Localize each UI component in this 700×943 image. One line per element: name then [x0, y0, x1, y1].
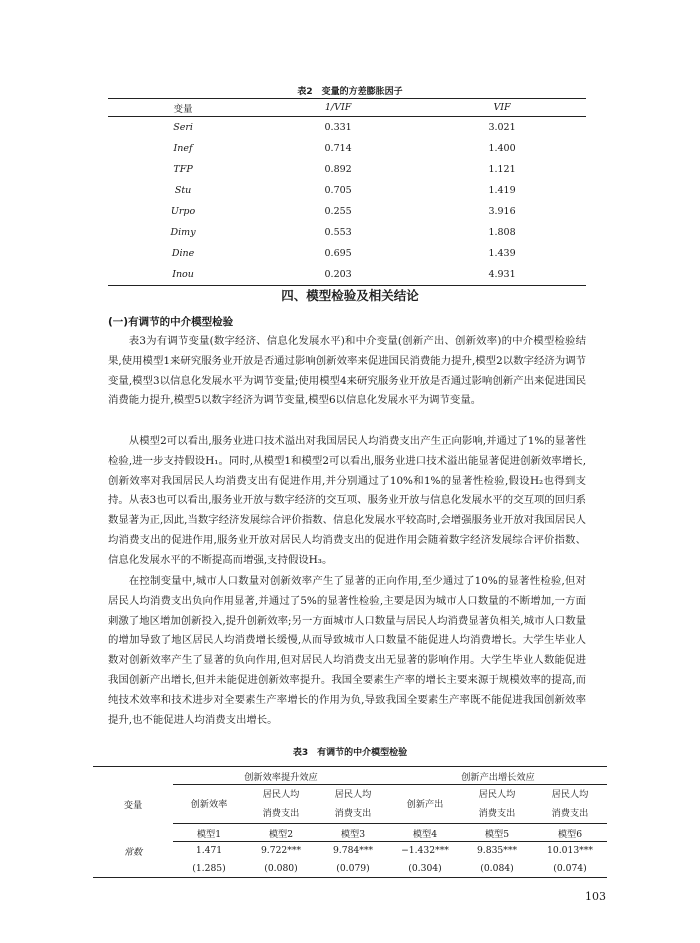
coefficient: 9.835***	[476, 845, 518, 857]
variable-name: Dine	[171, 248, 195, 259]
table-row	[108, 138, 586, 159]
paragraph-1: 表3为有调节变量(数字经济、信息化发展水平)和中介变量(创新产出、创新效率)的中介模型检验结果,使用模型1来研究服务业开放是否通过影响创新效率来促进国民消费能力提升,模型2以数字经济为调节变量,模型3以信息化发展水平为调节变量;使用模型4来研究服务业开放是否通过影响创新产出来促进国民消费能力提升,模型5以数字经济为调节变量,模型6以信息化发展水平为调节变量。	[108, 335, 586, 407]
std-error: (0.079)	[317, 860, 389, 878]
table3-caption: 表3 有调节的中介模型检验	[292, 748, 408, 758]
inverse-vif-value: 0.892	[324, 164, 352, 175]
subsection-title: (一)有调节的中介模型检验	[108, 316, 234, 328]
inverse-vif-value: 0.695	[324, 248, 352, 259]
coefficient: −1.432***	[401, 845, 449, 857]
std-error: (1.285)	[173, 860, 245, 878]
sub-header: 居民人均 消费支出	[533, 785, 607, 824]
table-row	[108, 180, 586, 201]
group-header-efficiency: 创新效率提升效应	[173, 767, 389, 785]
header-inverse-vif: 1/VIF	[258, 99, 418, 117]
header-variable: 变量	[108, 99, 258, 117]
group-header-output: 创新产出增长效应	[389, 767, 607, 785]
vif-value: 1.400	[488, 143, 516, 154]
table-row	[108, 159, 586, 180]
variable-name: Seri	[173, 122, 193, 133]
variable-name: TFP	[173, 164, 193, 175]
std-error: (0.084)	[461, 860, 533, 878]
coefficient: 9.784***	[332, 845, 374, 857]
sub-header: 居民人均 消费支出	[461, 785, 533, 824]
variable-name: Dimy	[170, 227, 196, 238]
section-title: 四、模型检验及相关结论	[281, 288, 419, 303]
paragraph-2: 从模型2可以看出,服务业进口技术溢出对我国居民人均消费支出产生正向影响,并通过了1%的显著性检验,进一步支持假设H₁。同时,从模型1和模型2可以看出,服务业进口技术溢出能显著促进创新效率增长,创新效率对我国居民人均消费支出有促进作用,并分别通过了10%和1%的显著性检验,假设H₂也得到支持。从表3也可以看出,服务业开放与数字经济的交互项、服务业开放与信息化发展水平的交互项的回归系数显著为正,因此,当数字经济发展综合评价指数、信息化发展水平较高时,会增强服务业开放对我国居民人均消费支出的促进作用,服务业开放对居民人均消费支出的促进作用会随着数字经济发展综合评价指数、信息化发展水平的不断提高而增强,支持假设H₃。	[108, 435, 586, 566]
std-error: (0.304)	[389, 860, 461, 878]
paragraph-3: 在控制变量中,城市人口数量对创新效率产生了显著的正向作用,至少通过了10%的显著性检验,但对居民人均消费支出负向作用显著,并通过了5%的显著性检验,主要是因为城市人口数量的不断增加,一方面刺激了地区增加创新投入,提升创新效率;另一方面城市人口数量与居民人均消费显著负相关,城市人口数量的增加导致了地区居民人均消费增长缓慢,从而导致城市人口数量不能促进人均消费增长。大学生毕业人数对创新效率产生了显著的负向作用,但对居民人均消费支出无显著的影响作用。大学生毕业人数能促进我国创新产出增长,但并未能促进创新效率提升。我国全要素生产率的增长主要来源于规模效率的提高,而纯技术效率和技术进步对全要素生产率增长的作用为负,导致我国全要素生产率既不能促进我国创新效率提升,也不能促进人均消费支出增长。	[108, 575, 586, 726]
vif-value: 1.808	[488, 227, 516, 238]
page-number: 103	[585, 890, 606, 903]
vif-value: 1.121	[488, 164, 516, 175]
sub-header: 居民人均 消费支出	[245, 785, 317, 824]
header-variable: 变量	[93, 767, 173, 842]
inverse-vif-value: 0.255	[324, 206, 352, 217]
vif-value: 1.419	[488, 185, 516, 196]
inverse-vif-value: 0.714	[324, 143, 352, 154]
coefficient: 9.722***	[260, 845, 302, 857]
table-row	[108, 243, 586, 264]
model-label: 模型4	[389, 824, 461, 842]
inverse-vif-value: 0.331	[324, 122, 352, 133]
table-row	[108, 222, 586, 243]
sub-header: 居民人均 消费支出	[317, 785, 389, 824]
variable-name: Inef	[173, 143, 193, 154]
moderated-mediation-table	[93, 766, 607, 878]
variable-name: Stu	[174, 185, 192, 196]
vif-value: 1.439	[488, 248, 516, 259]
variable-name: Urpo	[170, 206, 196, 217]
vif-value: 4.931	[418, 264, 586, 286]
coefficient: 10.013***	[547, 845, 593, 857]
inverse-vif-value: 0.203	[258, 264, 418, 286]
table2-caption: 表2 变量的方差膨胀因子	[297, 87, 403, 97]
table-row	[108, 201, 586, 222]
vif-table	[108, 98, 586, 286]
table-row	[108, 264, 586, 286]
sub-header: 创新产出	[389, 785, 461, 824]
table-row	[93, 842, 607, 860]
model-label: 模型5	[461, 824, 533, 842]
table-row	[108, 117, 586, 139]
header-vif: VIF	[418, 99, 586, 117]
inverse-vif-value: 0.553	[324, 227, 352, 238]
model-label: 模型6	[533, 824, 607, 842]
table-header-row	[108, 99, 586, 117]
model-label: 模型2	[245, 824, 317, 842]
row-label: 常数	[123, 846, 143, 858]
variable-name: Inou	[108, 264, 258, 286]
vif-value: 3.916	[488, 206, 516, 217]
std-error: (0.074)	[533, 860, 607, 878]
vif-value: 3.021	[488, 122, 516, 133]
sub-header: 创新效率	[173, 785, 245, 824]
inverse-vif-value: 0.705	[324, 185, 352, 196]
table-row	[93, 860, 607, 878]
model-label: 模型1	[173, 824, 245, 842]
coefficient: 1.471	[195, 845, 223, 857]
std-error: (0.080)	[245, 860, 317, 878]
model-label: 模型3	[317, 824, 389, 842]
